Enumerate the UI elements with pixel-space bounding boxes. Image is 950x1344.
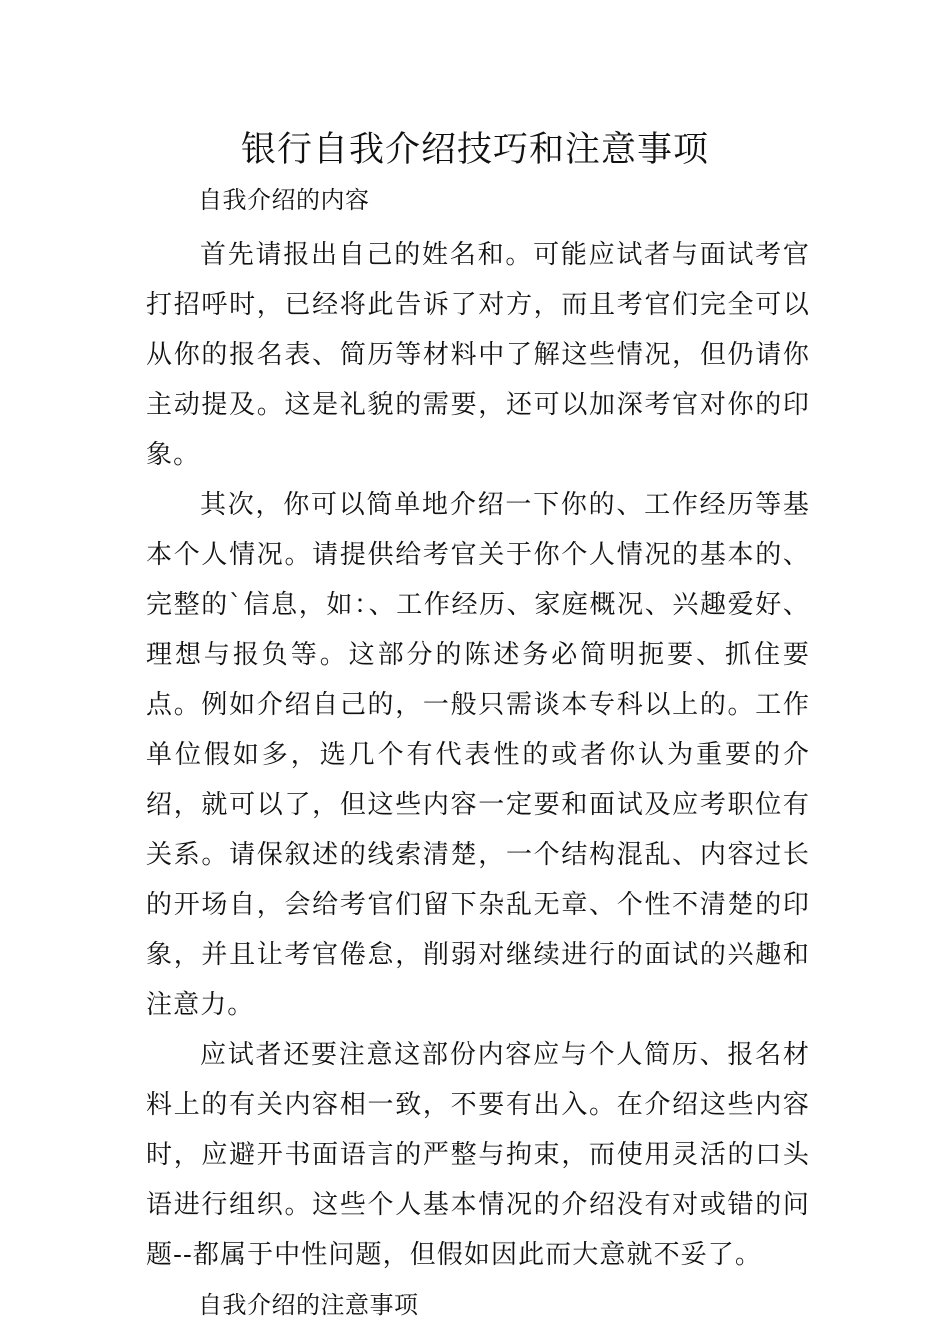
document-body (146, 178, 810, 1330)
paragraph-consistency: 应试者还要注意这部份内容应与个人简历、报名材料上的有关内容相一致，不要有出入。在介绍这些内容时，应避开书面语言的严整与拘束，而使用灵活的口头语进行组织。这些个人基本情况的介绍没有对或错的问题--都属于中性问题，但假如因此而大意就不妥了。 (146, 1040, 810, 1270)
section-heading-notes: 自我介绍的注意事项 (198, 1291, 419, 1319)
paragraph-name-intro: 首先请报出自己的姓名和。可能应试者与面试考官打招呼时，已经将此告诉了对方，而且考官们完全可以从你的报名表、简历等材料中了解这些情况，但仍请你主动提及。这是礼貌的需要，还可以加深考官对你的印象。 (146, 240, 810, 470)
document-title: 银行自我介绍技巧和注意事项 (240, 130, 709, 170)
section-heading-content: 自我介绍的内容 (198, 186, 370, 214)
paragraph-personal-info: 其次，你可以简单地介绍一下你的、工作经历等基本个人情况。请提供给考官关于你个人情况的基本的、完整的`信息，如：、工作经历、家庭概况、兴趣爱好、理想与报负等。这部分的陈述务必简明扼要、抓住要点。例如介绍自己的，一般只需谈本专科以上的。工作单位假如多，选几个有代表性的或者你认为重要的介绍，就可以了，但这些内容一定要和面试及应考职位有关系。请保叙述的线索清楚，一个结构混乱、内容过长的开场自，会给考官们留下杂乱无章、个性不清楚的印象，并且让考官倦怠，削弱对继续进行的面试的兴趣和注意力。 (146, 490, 810, 1020)
